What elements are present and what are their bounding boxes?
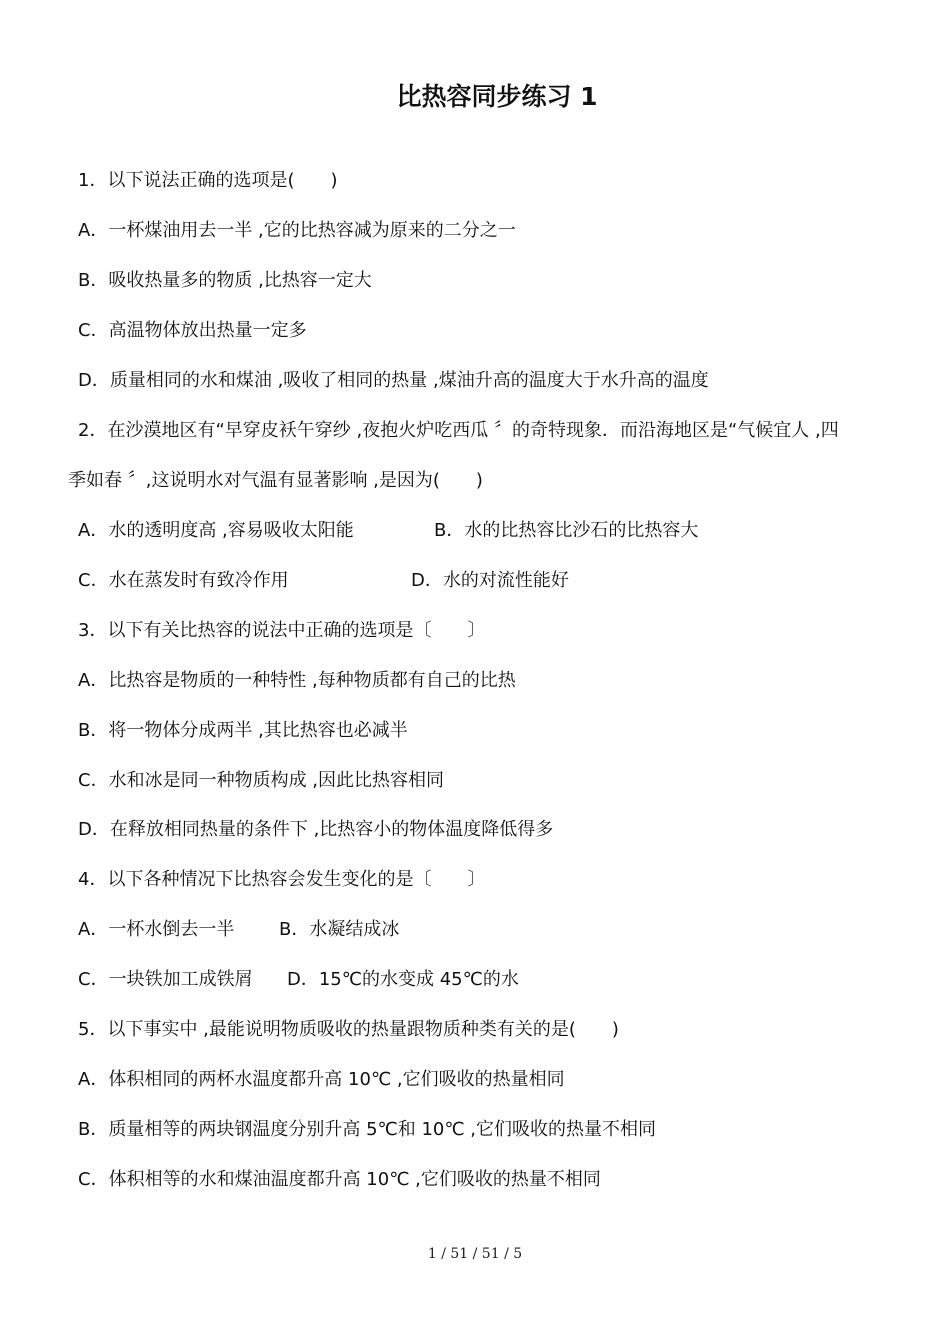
- question-4-option-c: C．一块铁加工成铁屑: [78, 969, 253, 990]
- question-1-stem: 1．以下说法正确的选项是( ): [78, 170, 338, 191]
- question-4-stem: 4．以下各种情况下比热容会发生变化的是〔 〕: [78, 869, 486, 890]
- question-4-option-b: B．水凝结成冰: [279, 919, 400, 940]
- question-1-option-d: D．质量相同的水和煤油 ,吸收了相同的热量 ,煤油升高的温度大于水升高的温度: [78, 370, 709, 391]
- question-4-option-d: D．15℃的水变成 45℃的水: [287, 969, 519, 990]
- question-2-option-a: A．水的透明度高 ,容易吸收太阳能: [78, 520, 354, 541]
- question-1-option-c: C．高温物体放出热量一定多: [78, 320, 307, 341]
- question-4-option-a: A．一杯水倒去一半: [78, 919, 235, 940]
- question-2-stem-line-2: 季如春 〞,这说明水对气温有显著影响 ,是因为( ): [68, 470, 483, 491]
- question-5-option-c: C．体积相等的水和煤油温度都升高 10℃ ,它们吸收的热量不相同: [78, 1169, 601, 1190]
- question-1-option-a: A．一杯煤油用去一半 ,它的比热容减为原来的二分之一: [78, 220, 516, 241]
- question-2-option-b: B．水的比热容比沙石的比热容大: [434, 520, 699, 541]
- question-5-option-b: B．质量相等的两块钢温度分别升高 5℃和 10℃ ,它们吸收的热量不相同: [78, 1119, 657, 1140]
- question-3-stem: 3．以下有关比热容的说法中正确的选项是〔 〕: [78, 620, 486, 641]
- question-5-option-a: A．体积相同的两杯水温度都升高 10℃ ,它们吸收的热量相同: [78, 1069, 565, 1090]
- question-3-option-c: C．水和冰是同一种物质构成 ,因此比热容相同: [78, 770, 445, 791]
- question-2-option-c: C．水在蒸发时有致冷作用: [78, 570, 289, 591]
- question-2-option-d: D．水的对流性能好: [411, 570, 569, 591]
- question-3-option-a: A．比热容是物质的一种特性 ,每种物质都有自己的比热: [78, 670, 516, 691]
- question-3-option-b: B．将一物体分成两半 ,其比热容也必减半: [78, 720, 408, 741]
- page-title: 比热容同步练习 1: [396, 82, 598, 111]
- question-3-option-d: D．在释放相同热量的条件下 ,比热容小的物体温度降低得多: [78, 819, 554, 840]
- question-1-option-b: B．吸收热量多的物质 ,比热容一定大: [78, 270, 372, 291]
- page-number-footer: 1 / 51 / 51 / 5: [427, 1246, 523, 1262]
- question-5-stem: 5．以下事实中 ,最能说明物质吸收的热量跟物质种类有关的是( ): [78, 1019, 619, 1040]
- question-2-stem-line-1: 2．在沙漠地区有“早穿皮袄午穿纱 ,夜抱火炉吃西瓜 〞的奇特现象．而沿海地区是“气候宜人 ,四: [78, 420, 839, 441]
